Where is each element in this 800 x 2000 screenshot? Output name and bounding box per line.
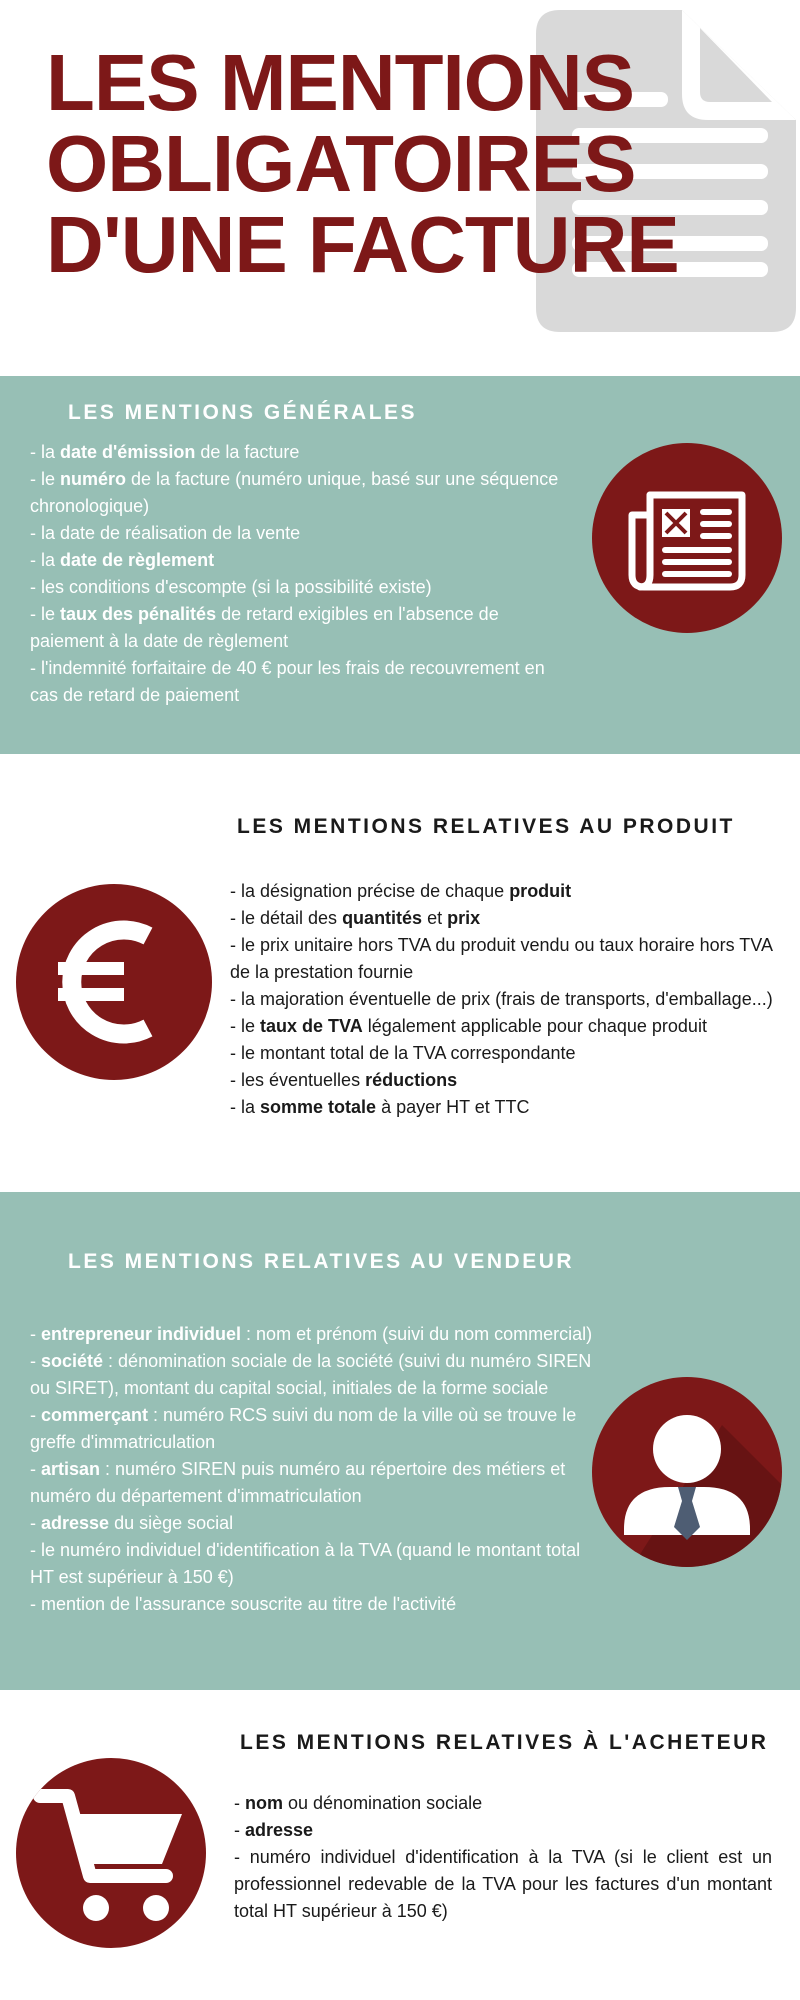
list-item [230, 1040, 778, 1067]
euro-icon [16, 884, 212, 1080]
list-item [30, 1348, 598, 1402]
text: - [30, 1459, 41, 1479]
cart-icon-circle [16, 1758, 206, 1948]
list-item [30, 1456, 598, 1510]
text: - les éventuelles [230, 1070, 366, 1090]
text: et [422, 908, 448, 928]
title-line: LES MENTIONS [46, 38, 635, 127]
section-heading: LES MENTIONS RELATIVES AU VENDEUR [68, 1250, 575, 1273]
bold-text: taux des pénalités [60, 604, 217, 624]
bold-text: date de règlement [60, 550, 215, 570]
section-heading: LES MENTIONS GÉNÉRALES [68, 401, 418, 424]
text: - numéro individuel d'identification à la TVA (si le client est un professionnel redevable de la TVA pour les factures d'un montant total HT supérieur à 150 €) [234, 1847, 772, 1921]
bold-text: prix [447, 908, 481, 928]
text: à payer HT et TTC [376, 1097, 530, 1117]
list-item [234, 1790, 772, 1817]
buyer-list [234, 1790, 772, 1925]
list-item [230, 1067, 778, 1094]
page-title [46, 38, 679, 289]
text: - la [30, 550, 61, 570]
bold-text: nom [245, 1793, 283, 1813]
list-item [30, 439, 560, 466]
text: - la [230, 1097, 261, 1117]
seller-list [30, 1321, 598, 1618]
list-item [230, 932, 778, 986]
text: - [234, 1820, 245, 1840]
text: - le [230, 1016, 261, 1036]
list-item [230, 1013, 778, 1040]
text: - le montant total de la TVA correspondante [230, 1043, 576, 1063]
bold-text: date d'émission [60, 442, 196, 462]
list-item [230, 986, 778, 1013]
title-line: D'UNE FACTURE [46, 200, 679, 289]
bold-text: adresse [41, 1513, 110, 1533]
list-item [234, 1844, 772, 1925]
text: - le numéro individuel d'identification à la TVA (quand le montant total HT est supérieur à 150 €) [30, 1540, 581, 1587]
bold-text: société [41, 1351, 104, 1371]
euro-icon-circle [16, 884, 212, 1080]
text: - le détail des [230, 908, 343, 928]
person-icon-circle [592, 1377, 782, 1567]
text: - [30, 1513, 41, 1533]
text: - [30, 1351, 41, 1371]
text: - [234, 1793, 245, 1813]
text: ou dénomination sociale [283, 1793, 483, 1813]
general-list [30, 439, 560, 709]
text: - le [30, 469, 61, 489]
bold-text: adresse [245, 1820, 314, 1840]
bold-text: somme totale [260, 1097, 377, 1117]
bold-text: produit [509, 881, 572, 901]
bold-text: artisan [41, 1459, 101, 1479]
person-tie-icon [592, 1377, 782, 1567]
list-item [30, 1321, 598, 1348]
text: - la désignation précise de chaque [230, 881, 510, 901]
text: - le prix unitaire hors TVA du produit vendu ou taux horaire hors TVA de la prestation fournie [230, 935, 772, 982]
list-item [30, 601, 560, 655]
list-item [230, 905, 778, 932]
text: : numéro RCS suivi du nom de la ville où se trouve le greffe d'immatriculation [30, 1405, 577, 1452]
text: de retard exigibles en l'absence de paiement à la date de règlement [30, 604, 499, 651]
list-item [30, 466, 560, 520]
bold-text: entrepreneur individuel [41, 1324, 242, 1344]
text: légalement applicable pour chaque produit [362, 1016, 707, 1036]
text: - la [30, 442, 61, 462]
text: - la majoration éventuelle de prix (frais de transports, d'emballage...) [230, 989, 773, 1009]
bold-text: quantités [342, 908, 423, 928]
general-section [0, 376, 800, 754]
list-item [234, 1817, 772, 1844]
list-item [30, 574, 560, 601]
text: - le [30, 604, 61, 624]
text: de la facture [195, 442, 300, 462]
text: de la facture (numéro unique, basé sur une séquence chronologique) [30, 469, 559, 516]
text: : dénomination sociale de la société (suivi du numéro SIREN ou SIRET), montant du capital social, initiales de la forme sociale [30, 1351, 592, 1398]
newspaper-icon-circle [592, 443, 782, 633]
bold-text: numéro [60, 469, 127, 489]
list-item [30, 1510, 598, 1537]
section-heading: LES MENTIONS RELATIVES AU PRODUIT [237, 815, 735, 838]
seller-section [0, 1192, 800, 1690]
text: - l'indemnité forfaitaire de 40 € pour les frais de recouvrement en cas de retard de paiement [30, 658, 545, 705]
title-line: OBLIGATOIRES [46, 119, 636, 208]
list-item [30, 1591, 598, 1618]
product-list [230, 878, 778, 1121]
text: - les conditions d'escompte (si la possibilité existe) [30, 577, 432, 597]
list-item [30, 655, 560, 709]
bold-text: taux de TVA [260, 1016, 363, 1036]
list-item [30, 520, 560, 547]
list-item [30, 1537, 598, 1591]
text: du siège social [109, 1513, 234, 1533]
bold-text: commerçant [41, 1405, 149, 1425]
list-item [30, 547, 560, 574]
bold-text: réductions [365, 1070, 458, 1090]
list-item [30, 1402, 598, 1456]
text: - [30, 1324, 41, 1344]
list-item [230, 878, 778, 905]
shopping-cart-icon [16, 1758, 206, 1948]
text: - [30, 1405, 41, 1425]
list-item [230, 1094, 778, 1121]
text: : numéro SIREN puis numéro au répertoire des métiers et numéro du département d'immatriculation [30, 1459, 566, 1506]
text: - mention de l'assurance souscrite au titre de l'activité [30, 1594, 457, 1614]
newspaper-icon [592, 443, 782, 633]
text: - la date de réalisation de la vente [30, 523, 301, 543]
text: : nom et prénom (suivi du nom commercial) [241, 1324, 593, 1344]
section-heading: LES MENTIONS RELATIVES À L'ACHETEUR [240, 1731, 769, 1754]
